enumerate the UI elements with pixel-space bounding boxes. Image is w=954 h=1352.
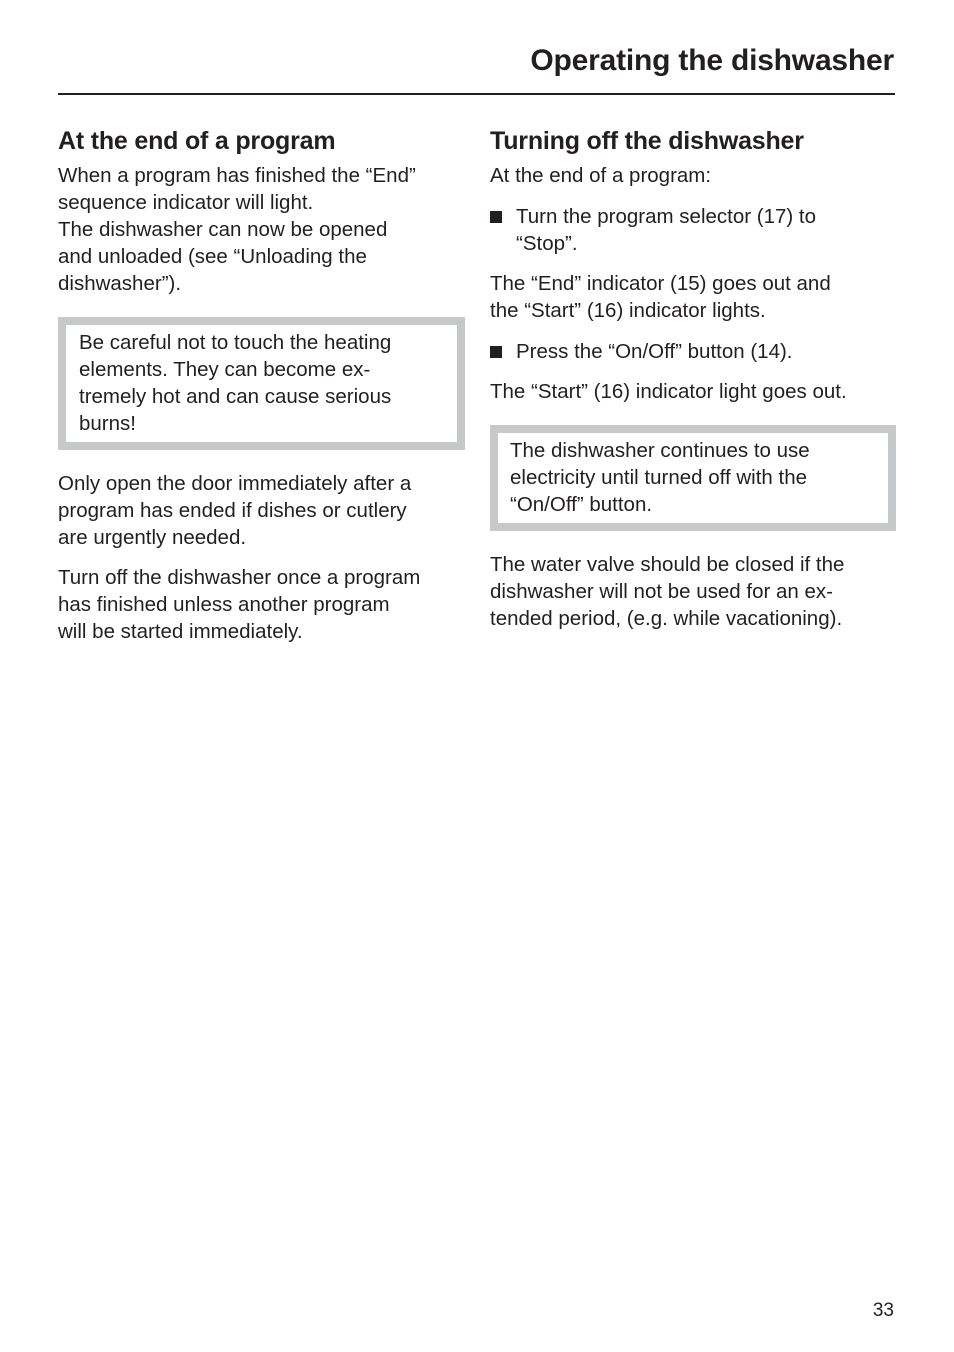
text-line: the “Start” (16) indicator lights. [490, 299, 766, 322]
text-line: sequence indicator will light. [58, 191, 314, 214]
text-line: “Stop”. [516, 232, 578, 255]
text-line: The water valve should be closed if the [490, 553, 845, 576]
text-line: Turn the program selector (17) to [516, 205, 817, 228]
bullet-text [516, 203, 816, 257]
turn-off-paragraph [58, 564, 466, 645]
door-paragraph [58, 470, 466, 551]
text-line: When a program has finished the “End” [58, 164, 416, 187]
start-light-paragraph: The “Start” (16) indicator light goes out. [490, 380, 847, 403]
bullet-item [490, 203, 896, 257]
text-line: Only open the door immediately after a [58, 472, 412, 495]
text-line: burns! [79, 412, 136, 435]
text-line: dishwasher”). [58, 272, 182, 295]
text-line: electricity until turned off with the [510, 466, 808, 489]
bullet-text: Press the “On/Off” button (14). [516, 340, 793, 363]
bullet-square-icon [490, 346, 502, 358]
right-column [490, 126, 896, 632]
title-rule [58, 93, 895, 95]
intro-paragraph [58, 162, 466, 297]
water-valve-paragraph [490, 551, 896, 632]
text-line: program has ended if dishes or cutlery [58, 499, 407, 522]
end-indicator-paragraph [490, 270, 896, 324]
text-line: tremely hot and can cause serious [79, 385, 392, 408]
text-line: elements. They can become ex- [79, 358, 371, 381]
left-column [58, 126, 466, 645]
section-heading-end-of-program: At the end of a program [58, 127, 336, 155]
intro-text: At the end of a program: [490, 164, 712, 187]
text-line: tended period, (e.g. while vacationing). [490, 607, 843, 630]
bullet-square-icon [490, 211, 502, 223]
text-line: has finished unless another program [58, 593, 390, 616]
text-line: are urgently needed. [58, 526, 247, 549]
text-line: The dishwasher can now be opened [58, 218, 388, 241]
text-line: will be started immediately. [58, 620, 303, 643]
page-number: 33 [872, 1300, 894, 1321]
note-box [490, 425, 896, 531]
page-title: Operating the dishwasher [530, 44, 894, 77]
text-line: The dishwasher continues to use [510, 439, 810, 462]
warning-box [58, 317, 465, 450]
text-line: and unloaded (see “Unloading the [58, 245, 367, 268]
text-line: dishwasher will not be used for an ex- [490, 580, 833, 603]
text-line: Turn off the dishwasher once a program [58, 566, 421, 589]
bullet-item [490, 338, 896, 365]
text-line: Be careful not to touch the heating [79, 331, 392, 354]
section-heading-turning-off: Turning off the dishwasher [490, 127, 804, 155]
text-line: The “End” indicator (15) goes out and [490, 272, 831, 295]
text-line: “On/Off” button. [510, 493, 653, 516]
